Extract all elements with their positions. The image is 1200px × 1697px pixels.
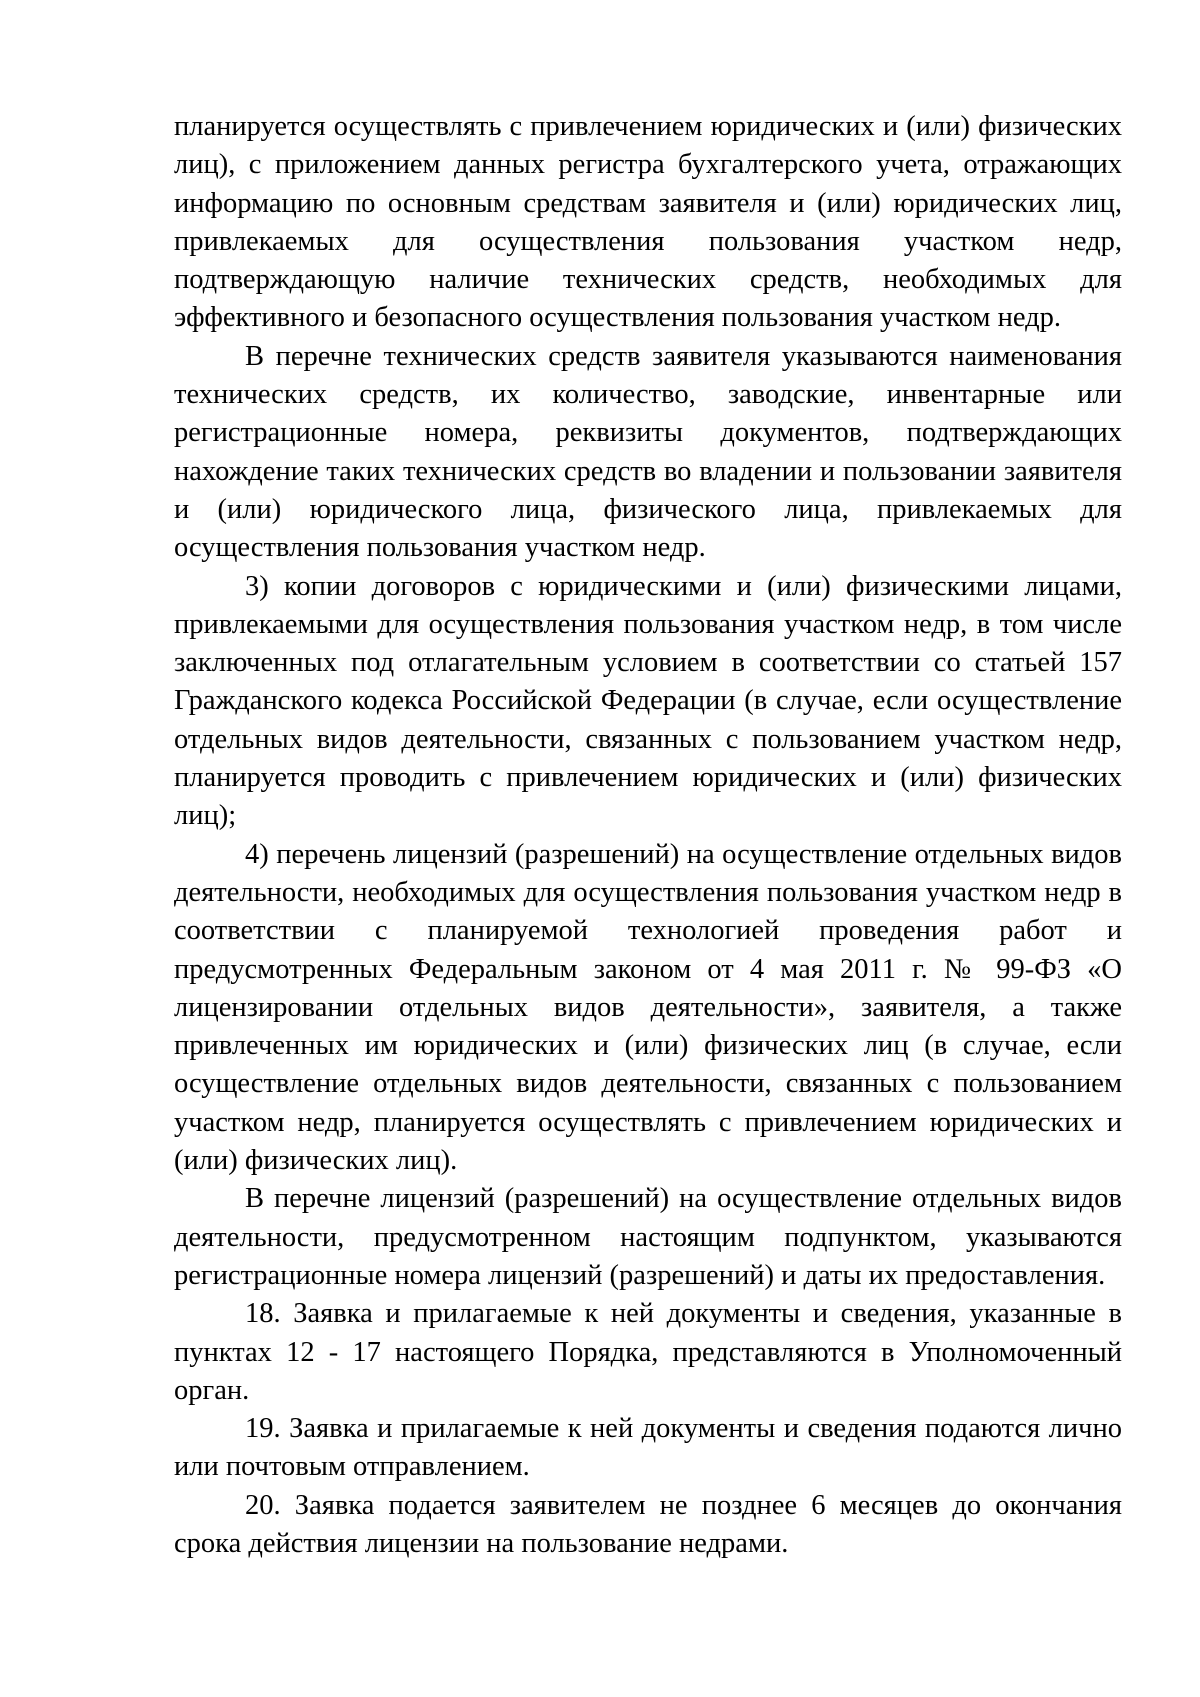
document-page [174, 108, 1122, 1563]
paragraph-item-3: 3) копии договоров с юридическими и (или) физическими лицами, привлекаемыми для осуществления пользования участком недр, в том числе заключенных под отлагательным условием в соответствии со статьей 157 Гражданского кодекса Российской Федерации (в случае, если осуществление отдельных видов деятельности, связанных с пользованием участком недр, планируется проводить с привлечением юридических и (или) физических лиц); [174, 570, 1122, 832]
paragraph-technical-means-list: В перечне технических средств заявителя указываются наименования технических средств, их количество, заводские, инвентарные или регистрационные номера, реквизиты документов, подтверждающих нахождение таких технических средств во владении и пользовании заявителя и (или) юридического лица, физического лица, привлекаемых для осуществления пользования участком недр. [174, 340, 1122, 564]
paragraph-18: 18. Заявка и прилагаемые к ней документы и сведения, указанные в пунктах 12 - 17 настоящего Порядка, представляются в Уполномоченный орган. [174, 1298, 1122, 1406]
paragraph-continuation: планируется осуществлять с привлечением юридических и (или) физических лиц), с приложением данных регистра бухгалтерского учета, отражающих информацию по основным средствам заявителя и (или) юридических лиц, привлекаемых для осуществления пользования участком недр, подтверждающую наличие технических средств, необходимых для эффективного и безопасного осуществления пользования участком недр. [174, 111, 1122, 334]
paragraph-item-4: 4) перечень лицензий (разрешений) на осуществление отдельных видов деятельности, необходимых для осуществления пользования участком недр в соответствии с планируемой технологией проведения работ и предусмотренных Федеральным законом от 4 мая 2011 г. № 99-ФЗ «О лицензировании отдельных видов деятельности», заявителя, а также привлеченных им юридических и (или) физических лиц (в случае, если осуществление отдельных видов деятельности, связанных с пользованием участком недр, планируется осуществлять с привлечением юридических и (или) физических лиц). [174, 838, 1122, 1177]
paragraph-19: 19. Заявка и прилагаемые к ней документы и сведения подаются лично или почтовым отправлением. [174, 1413, 1122, 1483]
paragraph-licenses-list: В перечне лицензий (разрешений) на осуществление отдельных видов деятельности, предусмотренном настоящим подпунктом, указываются регистрационные номера лицензий (разрешений) и даты их предоставления. [174, 1183, 1122, 1291]
paragraph-20: 20. Заявка подается заявителем не позднее 6 месяцев до окончания срока действия лицензии на пользование недрами. [174, 1489, 1122, 1559]
